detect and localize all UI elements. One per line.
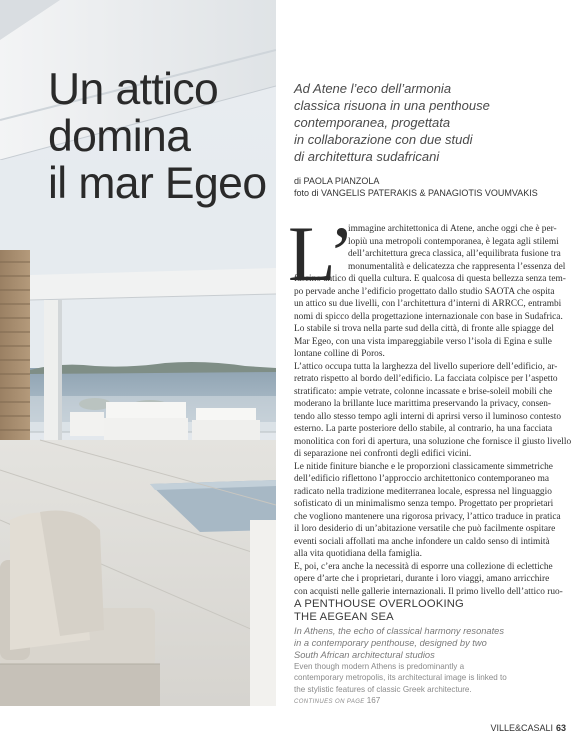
body-line: retrato rispetto al bordo dell’edificio. La facciata colpisce per l’aspetto — [294, 374, 558, 384]
body-line: il loro desiderio di un’abitazione versatile che può facilmente ospitare — [294, 524, 556, 534]
headline-line: il mar Egeo — [48, 159, 267, 208]
continues-page: 167 — [366, 696, 381, 706]
english-summary — [294, 661, 559, 709]
standfirst-line: classica risuona in una penthouse — [294, 98, 490, 113]
body-line: un attico su due livelli, con l’architettura d’interni di ARRCC, entrambi — [294, 299, 562, 309]
english-summary-line: Even though modern Athens is predominantly a — [294, 662, 465, 671]
continues-note — [294, 695, 559, 708]
english-standfirst — [294, 626, 559, 661]
body-line: dell’architettura greca classica, all’equilibrata fusione tra — [348, 249, 561, 259]
body-line: Mar Egeo, con una vista impareggiabile verso l’isola di Egina e sulle — [294, 336, 552, 347]
body-line: Lo stabile si trova nella parte sud della città, di fronte alle spiagge del — [294, 324, 554, 334]
body-line: Le nitide finiture bianche e le proporzioni classicamente simmetriche — [294, 461, 553, 472]
english-standfirst-line: in a contemporary penthouse, designed by two — [294, 637, 487, 648]
body-line: po pervade anche l’edificio progettato dallo studio SAOTA che ospita — [294, 286, 555, 297]
standfirst — [294, 80, 559, 165]
body-line: stratificato: ampie vetrate, colonne incassate e brise-soleil mobili che — [294, 386, 553, 397]
magazine-name: VILLE&CASALI — [490, 723, 553, 733]
body-line: monumentalità e delicatezza che rappresenta l’essenza del — [348, 261, 566, 272]
standfirst-line: Ad Atene l’eco dell’armonia — [294, 81, 452, 96]
body-line: esterno. La parte posteriore dello stabile, al contrario, ha una facciata — [294, 424, 553, 434]
body-line: fascino antico di quella cultura. E qualcosa di questa bellezza senza tem- — [294, 274, 566, 284]
standfirst-line: di architettura sudafricani — [294, 149, 440, 164]
body-line: nomi di spicco della progettazione internazionale con base in Sudafrica. — [294, 311, 563, 322]
article-body — [288, 210, 572, 598]
body-line: che vogliono mantenere una rigorosa privacy, l’attico traduce in pratica — [294, 511, 561, 522]
body-line: monolitica con fori di apertura, una soluzione che fornisce il giusto livello — [294, 436, 572, 447]
body-line: eventi sociali affollati ma anche infondere un caldo senso di intimità — [294, 536, 550, 547]
body-line: di separazione nei confronti degli edifici vicini. — [294, 449, 472, 459]
body-line: E, poi, c’era anche la necessità di esporre una collezione di eclettiche — [294, 561, 553, 572]
body-line: alla vita quotidiana della famiglia. — [294, 549, 422, 559]
english-title-line: THE AEGEAN SEA — [294, 611, 394, 623]
page-number: 63 — [555, 723, 566, 733]
body-line: sofisticato di un minimalismo senza tempo. Progettato per proprietari — [294, 499, 554, 509]
english-title — [294, 598, 559, 624]
credits — [294, 175, 559, 199]
body-line: dell’edificio riflettono l’approccio architettonico contemporaneo ma — [294, 474, 550, 484]
body-line: L’attico occupa tutta la larghezza del livello superiore dell’edificio, ar- — [294, 361, 558, 372]
body-line: moderano la brillante luce marittima preservando la privacy, consen- — [294, 399, 552, 409]
body-line: con acquisti nelle gallerie internazionali. Il primo livello dell’attico ruo- — [294, 586, 563, 597]
body-line: tendo allo stesso tempo agli interni di aprirsi verso il luminoso contesto — [294, 411, 562, 422]
english-standfirst-line: South African architectural studios — [294, 649, 435, 660]
body-line: opere d’arte che i proprietari, durante i loro viaggi, amano arricchire — [294, 574, 550, 584]
body-line: immagine architettonica di Atene, anche oggi che è per- — [348, 224, 557, 234]
english-standfirst-line: In Athens, the echo of classical harmony resonates — [294, 626, 504, 636]
headline-line: Un attico — [48, 65, 219, 114]
photo-credit: foto di VANGELIS PATERAKIS & PANAGIOTIS VOUMVAKIS — [294, 188, 538, 198]
english-summary-line: contemporary metropolis, its architectural image is linked to — [294, 673, 507, 683]
english-title-line: A PENTHOUSE OVERLOOKING — [294, 598, 464, 610]
drop-cap: L’ — [288, 210, 355, 297]
continues-label: CONTINUES ON PAGE — [294, 699, 365, 706]
headline-line: domina — [48, 112, 191, 161]
body-line: lontane colline di Poros. — [294, 349, 385, 359]
body-line: lopiù una metropoli contemporanea, è legata agli stilemi — [348, 236, 559, 247]
standfirst-line: in collaborazione con due studi — [294, 132, 473, 147]
page-folio — [490, 723, 566, 733]
body-line: radicato nella tradizione mediterranea locale, espressa nel linguaggio — [294, 486, 552, 497]
hero-photo — [0, 0, 276, 706]
author-credit: di PAOLA PIANZOLA — [294, 176, 380, 186]
standfirst-line: contemporanea, progettata — [294, 115, 451, 130]
headline — [48, 66, 276, 207]
english-summary-line: the stylistic features of classic Greek architecture. — [294, 684, 472, 694]
